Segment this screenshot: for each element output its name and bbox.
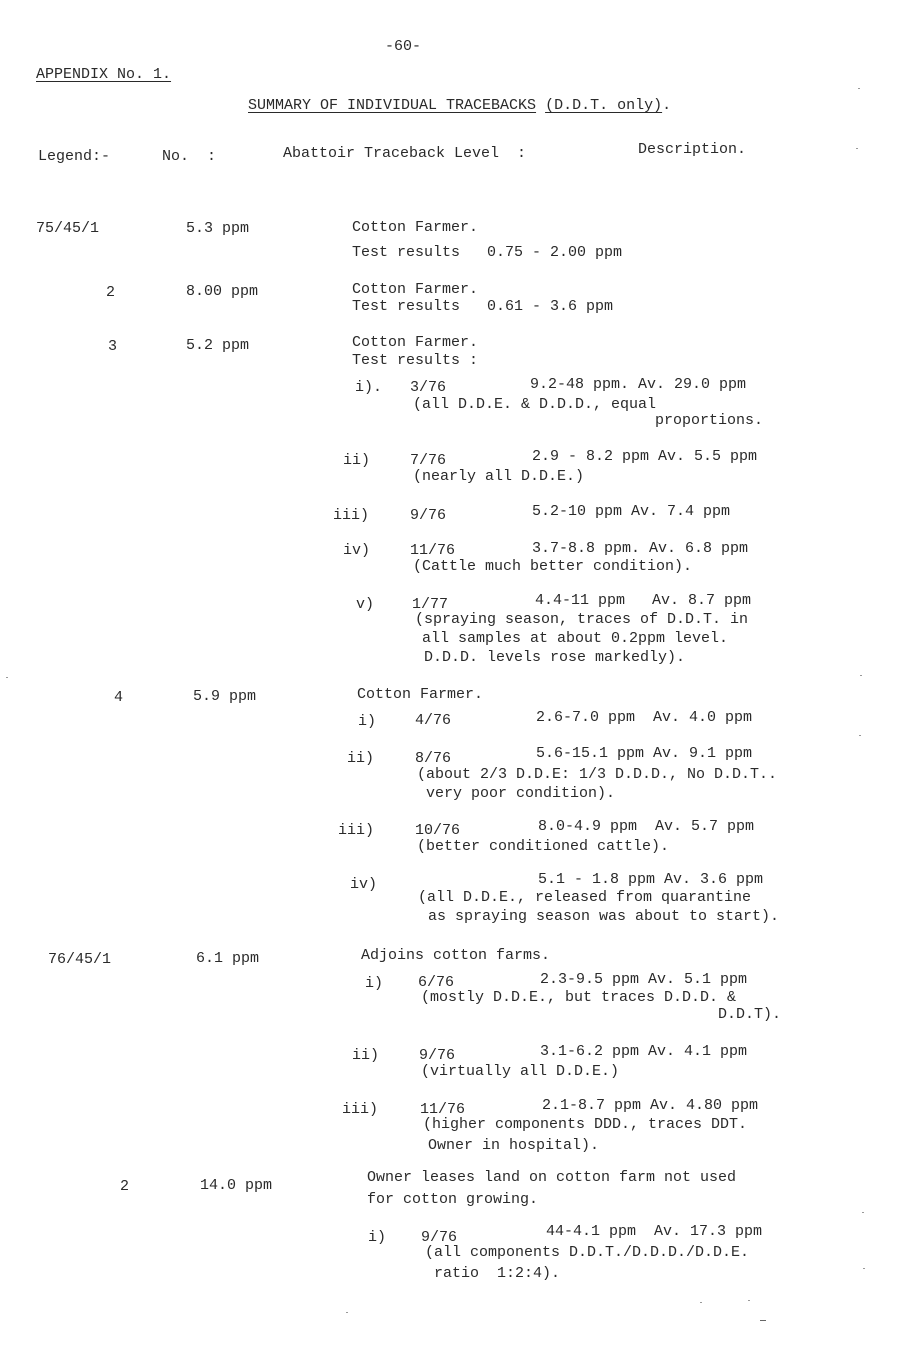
abattoir-level: 8.00 ppm <box>186 283 259 300</box>
sample-range: 2.9 - 8.2 ppm Av. 5.5 ppm <box>532 448 758 465</box>
sample-range: 3.1-6.2 ppm Av. 4.1 ppm <box>540 1043 748 1060</box>
sample-date: 6/76 <box>418 974 455 991</box>
sample-comment: (better conditioned cattle). <box>417 838 670 855</box>
sub-index: iii) <box>333 507 370 524</box>
legend-no: No. : <box>162 148 217 165</box>
sample-range: 5.6-15.1 ppm Av. 9.1 ppm <box>536 745 753 762</box>
sample-comment: (spraying season, traces of D.D.T. in <box>415 611 749 628</box>
entry-number: 4 <box>114 689 124 706</box>
abattoir-level: 14.0 ppm <box>200 1177 273 1194</box>
abattoir-level: 6.1 ppm <box>196 950 260 967</box>
sample-comment: (virtually all D.D.E.) <box>421 1063 620 1080</box>
scan-speck <box>859 735 861 736</box>
entry-description: Cotton Farmer. <box>352 334 479 351</box>
sample-date: 11/76 <box>420 1101 466 1118</box>
sample-comment: very poor condition). <box>426 785 616 802</box>
abattoir-level: 5.3 ppm <box>186 220 250 237</box>
page-number: -60- <box>385 38 422 55</box>
sample-range: 2.6-7.0 ppm Av. 4.0 ppm <box>536 709 753 726</box>
scan-speck <box>863 1268 865 1269</box>
title-main: SUMMARY OF INDIVIDUAL TRACEBACKS <box>248 97 537 114</box>
sub-index: i) <box>358 713 377 730</box>
sample-comment: all samples at about 0.2ppm level. <box>422 630 729 647</box>
entry-number: 2 <box>120 1178 130 1195</box>
entry-description: for cotton growing. <box>367 1191 539 1208</box>
entry-description: Cotton Farmer. <box>352 219 479 236</box>
legend-label: Legend:- <box>38 148 111 165</box>
sample-date: 11/76 <box>410 542 456 559</box>
title-end: . <box>662 97 672 114</box>
sample-comment: (nearly all D.D.E.) <box>413 468 585 485</box>
legend-level: Abattoir Traceback Level : <box>283 145 527 162</box>
entry-description: Cotton Farmer. <box>352 281 479 298</box>
scan-speck <box>860 675 862 676</box>
sample-range: 44-4.1 ppm Av. 17.3 ppm <box>546 1223 763 1240</box>
entry-description: Adjoins cotton farms. <box>361 947 551 964</box>
sample-comment: (all D.D.E. & D.D.D., equal <box>413 396 657 413</box>
entry-number: 3 <box>108 338 118 355</box>
scan-speck <box>858 88 860 89</box>
sample-comment: ratio 1:2:4). <box>434 1265 561 1282</box>
page-title <box>248 97 671 114</box>
scan-speck <box>748 1300 750 1301</box>
sample-comment: (Cattle much better condition). <box>413 558 693 575</box>
entry-number: 76/45/1 <box>48 951 112 968</box>
sample-comment: (mostly D.D.E., but traces D.D.D. & <box>421 989 737 1006</box>
sample-comment: proportions. <box>655 412 764 429</box>
sample-date: 8/76 <box>415 750 452 767</box>
sample-comment: (all D.D.E., released from quarantine <box>418 889 752 906</box>
sample-date: 4/76 <box>415 712 452 729</box>
sub-index: ii) <box>352 1047 380 1064</box>
sample-date: 3/76 <box>410 379 447 396</box>
scan-speck <box>856 148 858 149</box>
sample-comment: (higher components DDD., traces DDT. <box>423 1116 748 1133</box>
test-results: Test results 0.75 - 2.00 ppm <box>352 244 623 261</box>
sub-index: iv) <box>350 876 378 893</box>
scan-speck <box>346 1312 348 1313</box>
scan-speck <box>760 1320 766 1321</box>
sample-range: 3.7-8.8 ppm. Av. 6.8 ppm <box>532 540 749 557</box>
sample-range: 8.0-4.9 ppm Av. 5.7 ppm <box>538 818 755 835</box>
sample-comment: (all components D.D.T./D.D.D./D.D.E. <box>425 1244 750 1261</box>
sample-range: 5.1 - 1.8 ppm Av. 3.6 ppm <box>538 871 764 888</box>
scan-speck <box>700 1302 702 1303</box>
sample-range: 4.4-11 ppm Av. 8.7 ppm <box>535 592 752 609</box>
test-results: Test results : <box>352 352 479 369</box>
sub-index: ii) <box>347 750 375 767</box>
title-qualifier: (D.D.T. only) <box>545 97 663 114</box>
sample-date: 7/76 <box>410 452 447 469</box>
test-results: Test results 0.61 - 3.6 ppm <box>352 298 614 315</box>
sub-index: v) <box>356 596 375 613</box>
entry-number: 2 <box>106 284 116 301</box>
sub-index: iii) <box>342 1101 379 1118</box>
sample-range: 5.2-10 ppm Av. 7.4 ppm <box>532 503 731 520</box>
abattoir-level: 5.2 ppm <box>186 337 250 354</box>
sample-date: 1/77 <box>412 596 449 613</box>
sub-index: i) <box>365 975 384 992</box>
sample-range: 2.1-8.7 ppm Av. 4.80 ppm <box>542 1097 759 1114</box>
sample-range: 9.2-48 ppm. Av. 29.0 ppm <box>530 376 747 393</box>
legend-description: Description. <box>638 141 747 158</box>
sub-index: i) <box>368 1229 387 1246</box>
abattoir-level: 5.9 ppm <box>193 688 257 705</box>
entry-description: Cotton Farmer. <box>357 686 484 703</box>
sample-comment: D.D.D. levels rose markedly). <box>424 649 686 666</box>
sample-comment: as spraying season was about to start). <box>428 908 780 925</box>
scan-speck <box>6 677 8 678</box>
sample-range: 2.3-9.5 ppm Av. 5.1 ppm <box>540 971 748 988</box>
sample-date: 10/76 <box>415 822 461 839</box>
sub-index: iv) <box>343 542 371 559</box>
sub-index: iii) <box>338 822 375 839</box>
sample-comment: (about 2/3 D.D.E: 1/3 D.D.D., No D.D.T.. <box>417 766 778 783</box>
sub-index: i). <box>355 379 383 396</box>
sample-date: 9/76 <box>421 1229 458 1246</box>
sample-comment: D.D.T). <box>718 1006 782 1023</box>
scan-speck <box>862 1212 864 1213</box>
appendix-heading: APPENDIX No. 1. <box>36 66 172 83</box>
entry-number: 75/45/1 <box>36 220 100 237</box>
sample-date: 9/76 <box>410 507 447 524</box>
entry-description: Owner leases land on cotton farm not used <box>367 1169 737 1186</box>
sample-comment: Owner in hospital). <box>428 1137 600 1154</box>
sample-date: 9/76 <box>419 1047 456 1064</box>
sub-index: ii) <box>343 452 371 469</box>
